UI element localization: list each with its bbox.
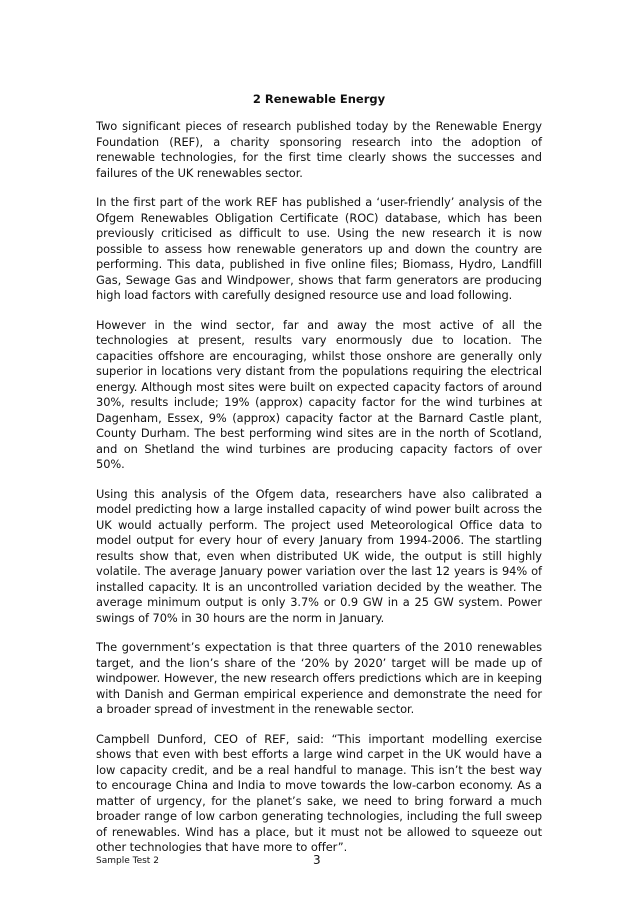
paragraph-wind-model: Using this analysis of the Ofgem data, researchers have also calibrated a model predicting how a large installed capacity of wind power built across the UK would actually perform. The project used Meteorological Office data to model output for every hour of every January from 1994-2006. The startling results show that, even when distributed UK wide, the output is still highly volatile. The average January power variation over the last 12 years is 94% of installed capacity. It is an uncontrolled variation decided by the weather. The average minimum output is only 3.7% or 0.9 GW in a 25 GW system. Power swings of 70% in 30 hours are the norm in January. bbox=[96, 486, 542, 625]
paragraph-wind-sector: However in the wind sector, far and away the most active of all the technologies at present, results vary enormously due to location. The capacities offshore are encouraging, whilst those onshore are generally only superior in locations very distant from the populations requiring the electrical energy. Although most sites were built on expected capacity factors of around 30%, results include; 19% (approx) capacity factor for the wind turbines at Dagenham, Essex, 9% (approx) capacity factor at the Barnard Castle plant, County Durham. The best performing wind sites are in the north of Scotland, and on Shetland the wind turbines are producing capacity factors of over 50%. bbox=[96, 317, 542, 471]
paragraph-intro: Two significant pieces of research published today by the Renewable Energy Foundation (REF), a charity sponsoring research into the adoption of renewable technologies, for the first time clearly shows the successes and failures of the UK renewables sector. bbox=[96, 119, 542, 180]
paragraph-ofgem-analysis: In the first part of the work REF has published a ‘user-friendly’ analysis of the Ofgem Renewables Obligation Certificate (ROC) database, which has been previously criticised as difficult to use. Using the new research it is now possible to assess how renewable generators up and down the country are performing. This data, published in five online files; Biomass, Hydro, Landfill Gas, Sewage Gas and Windpower, shows that farm generators are producing high load factors with carefully designed resource use and load following. bbox=[96, 195, 542, 302]
section-heading: 2 Renewable Energy bbox=[252, 92, 386, 106]
footer-label: Sample Test 2 bbox=[96, 856, 159, 866]
page-number: 3 bbox=[313, 853, 321, 867]
paragraph-government-expectation: The government’s expectation is that three quarters of the 2010 renewables target, and the lion’s share of the ‘20% by 2020’ target will be made up of windpower. However, the new research offers predictions which are in keeping with Danish and German empirical experience and demonstrate the need for a broader spread of investment in the renewable sector. bbox=[96, 640, 542, 716]
paragraph-ceo-quote: Campbell Dunford, CEO of REF, said: “This important modelling exercise shows that even with best efforts a large wind carpet in the UK would have a low capacity credit, and be a real handful to manage. This isn’t the best way to encourage China and India to move towards the low-carbon economy. As a matter of urgency, for the planet’s sake, we need to bring forward a much broader range of low carbon generating technologies, including the full sweep of renewables. Wind has a place, but it must not be allowed to squeeze out other technologies that have more to offer”. bbox=[96, 731, 542, 854]
body-text bbox=[96, 119, 542, 870]
